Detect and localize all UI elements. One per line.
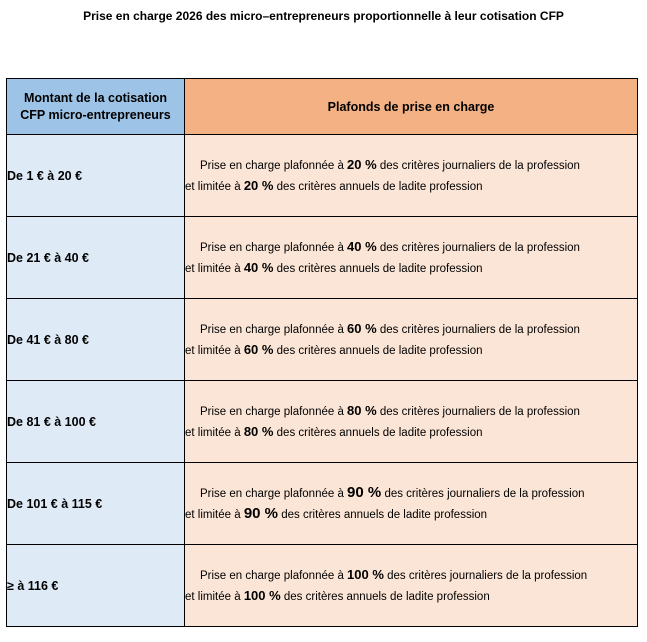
limit-cell — [185, 217, 638, 299]
annual-limit-text: et limitée à 20 % des critères annuels de ladite profession — [185, 177, 483, 193]
limit-cell — [185, 381, 638, 463]
amount-cell: De 41 € à 80 € — [7, 299, 185, 381]
limit-cell — [185, 463, 638, 545]
annual-percent: 40 % — [243, 259, 274, 275]
header-amount-line-2: CFP micro-entrepreneurs — [20, 107, 171, 122]
limit-cell — [185, 135, 638, 217]
annual-limit-text: et limitée à 80 % des critères annuels de ladite profession — [185, 423, 483, 439]
contribution-table — [6, 78, 638, 627]
daily-percent: 40 % — [347, 238, 377, 254]
daily-percent: 80 % — [347, 402, 377, 418]
daily-limit-text: Prise en charge plafonnée à 40 % des critères journaliers de la profession — [200, 238, 580, 254]
daily-limit-text: Prise en charge plafonnée à 80 % des critères journaliers de la profession — [200, 402, 580, 418]
daily-percent: 100 % — [347, 566, 384, 582]
table-row — [7, 135, 638, 217]
header-limits: Plafonds de prise en charge — [185, 79, 638, 135]
daily-percent: 90 % — [347, 483, 382, 501]
daily-limit-text: Prise en charge plafonnée à 60 % des critères journaliers de la profession — [200, 320, 580, 336]
daily-percent: 20 % — [347, 156, 377, 172]
annual-percent: 20 % — [243, 177, 274, 193]
header-amount-line-1: Montant de la cotisation — [23, 90, 168, 105]
amount-cell: De 81 € à 100 € — [7, 381, 185, 463]
amount-cell: De 21 € à 40 € — [7, 217, 185, 299]
limit-cell — [185, 545, 638, 627]
annual-limit-text: et limitée à 100 % des critères annuels de ladite profession — [185, 587, 490, 603]
annual-limit-text: et limitée à 40 % des critères annuels de ladite profession — [185, 259, 483, 275]
table-row — [7, 217, 638, 299]
amount-cell: De 101 € à 115 € — [7, 463, 185, 545]
table-header-row — [7, 79, 638, 135]
table-row — [7, 381, 638, 463]
annual-percent: 90 % — [243, 504, 279, 522]
limit-cell — [185, 299, 638, 381]
header-amount — [7, 79, 185, 135]
annual-limit-text: et limitée à 60 % des critères annuels de ladite profession — [185, 341, 483, 357]
table-row — [7, 463, 638, 545]
annual-percent: 80 % — [243, 423, 274, 439]
daily-percent: 60 % — [347, 320, 377, 336]
annual-limit-text: et limitée à 90 % des critères annuels de ladite profession — [185, 504, 488, 522]
document-title: Prise en charge 2026 des micro–entrepreneurs proportionnelle à leur cotisation CFP — [83, 9, 564, 23]
daily-limit-text: Prise en charge plafonnée à 20 % des critères journaliers de la profession — [200, 156, 580, 172]
amount-cell: De 1 € à 20 € — [7, 135, 185, 217]
daily-limit-text: Prise en charge plafonnée à 100 % des critères journaliers de la profession — [200, 566, 588, 582]
table-row — [7, 545, 638, 627]
daily-limit-text: Prise en charge plafonnée à 90 % des critères journaliers de la profession — [200, 483, 585, 501]
annual-percent: 60 % — [243, 341, 274, 357]
table-row — [7, 299, 638, 381]
annual-percent: 100 % — [243, 587, 281, 603]
amount-cell: ≥ à 116 € — [7, 545, 185, 627]
